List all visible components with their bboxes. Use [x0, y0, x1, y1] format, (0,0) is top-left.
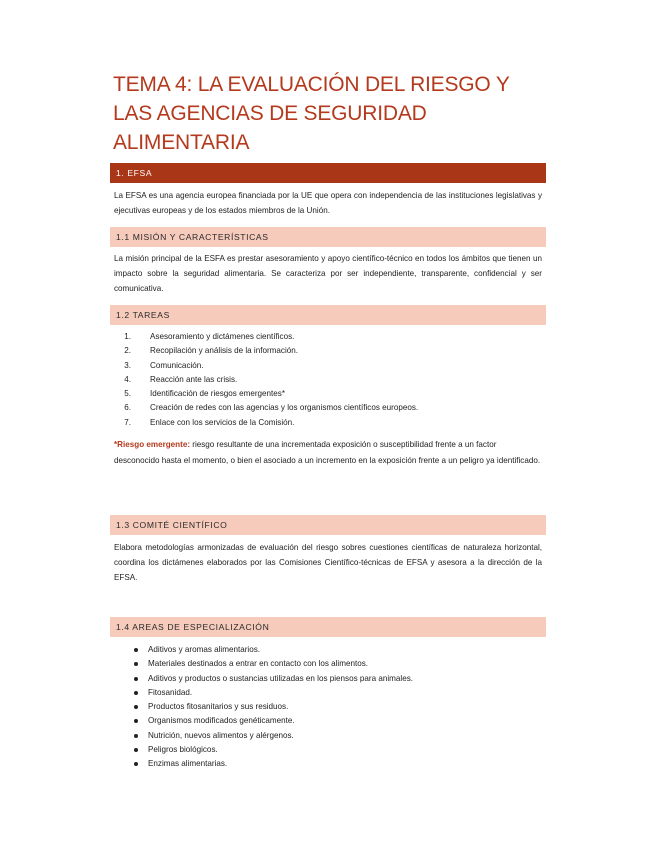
bullet-icon	[134, 762, 138, 766]
bullet-icon	[134, 734, 138, 738]
page-title: TEMA 4: LA EVALUACIÓN DEL RIESGO Y LAS AGENCIAS DE SEGURIDAD ALIMENTARIA	[113, 73, 510, 154]
section-heading-tareas: 1.2 TAREAS	[110, 305, 546, 325]
list-item: Nutrición, nuevos alimentos y alérgenos.	[114, 729, 534, 743]
list-item: Organismos modificados genéticamente.	[114, 714, 534, 728]
list-item: Productos fitosanitarios y sus residuos.	[114, 700, 534, 714]
list-item: 5. Identificación de riesgos emergentes*	[124, 389, 285, 399]
list-item: 2. Recopilación y análisis de la información.	[124, 346, 299, 356]
bullet-icon	[134, 748, 138, 752]
riesgo-emergente-note	[114, 437, 542, 468]
bullet-icon	[134, 705, 138, 709]
list-item: 7. Enlace con los servicios de la Comisión.	[124, 417, 295, 427]
comite-paragraph: Elabora metodologías armonizadas de evaluación del riesgo sobres cuestiones científicas de naturaleza horizontal, coordina los dictámenes elaborados por las Comisiones Científico-técnicas de EFSA y asesora a la dirección de la EFSA.	[114, 543, 542, 582]
areas-list	[114, 643, 534, 772]
list-item: Aditivos y productos o sustancias utilizadas en los piensos para animales.	[114, 672, 534, 686]
list-item: 6. Creación de redes con las agencias y los organismos científicos europeos.	[124, 403, 419, 413]
tareas-list	[114, 330, 534, 430]
list-item: Peligros biológicos.	[114, 743, 534, 757]
list-item: 4. Reacción ante las crisis.	[124, 374, 238, 384]
list-item: Fitosanidad.	[114, 686, 534, 700]
riesgo-emergente-text: riesgo resultante de una incrementada exposición o susceptibilidad frente a un factor desconocido hasta el momento, o bien el asociado a un incremento en la exposición frente a un peligro ya identificado.	[114, 440, 541, 465]
list-item: 3. Comunicación.	[124, 360, 204, 370]
bullet-icon	[134, 691, 138, 695]
list-item: Aditivos y aromas alimentarios.	[114, 643, 534, 657]
list-item: 1. Asesoramiento y dictámenes científicos.	[124, 332, 295, 341]
section-heading-mision: 1.1 MISIÓN Y CARACTERÍSTICAS	[110, 227, 546, 247]
bullet-icon	[134, 648, 138, 652]
list-item: Enzimas alimentarias.	[114, 757, 534, 771]
bullet-icon	[134, 677, 138, 681]
section-heading-efsa: 1. EFSA	[110, 163, 546, 183]
bullet-icon	[134, 662, 138, 666]
riesgo-emergente-label: *Riesgo emergente:	[114, 440, 191, 449]
section-heading-comite: 1.3 COMITÉ CIENTÍFICO	[110, 515, 546, 535]
efsa-paragraph: La EFSA es una agencia europea financiada por la UE que opera con independencia de las instituciones legislativas y ejecutivas europeas y de los estados miembros de la Unión.	[114, 191, 542, 215]
mision-paragraph: La misión principal de la ESFA es prestar asesoramiento y apoyo científico-técnico en todos los ámbitos que tienen un impacto sobre la seguridad alimentaria. Se caracteriza por ser independiente, transparente, confidencial y ser comunicativa.	[114, 254, 542, 293]
bullet-icon	[134, 719, 138, 723]
section-heading-areas: 1.4 AREAS DE ESPECIALIZACIÓN	[110, 617, 546, 637]
list-item: Materiales destinados a entrar en contacto con los alimentos.	[114, 657, 534, 671]
